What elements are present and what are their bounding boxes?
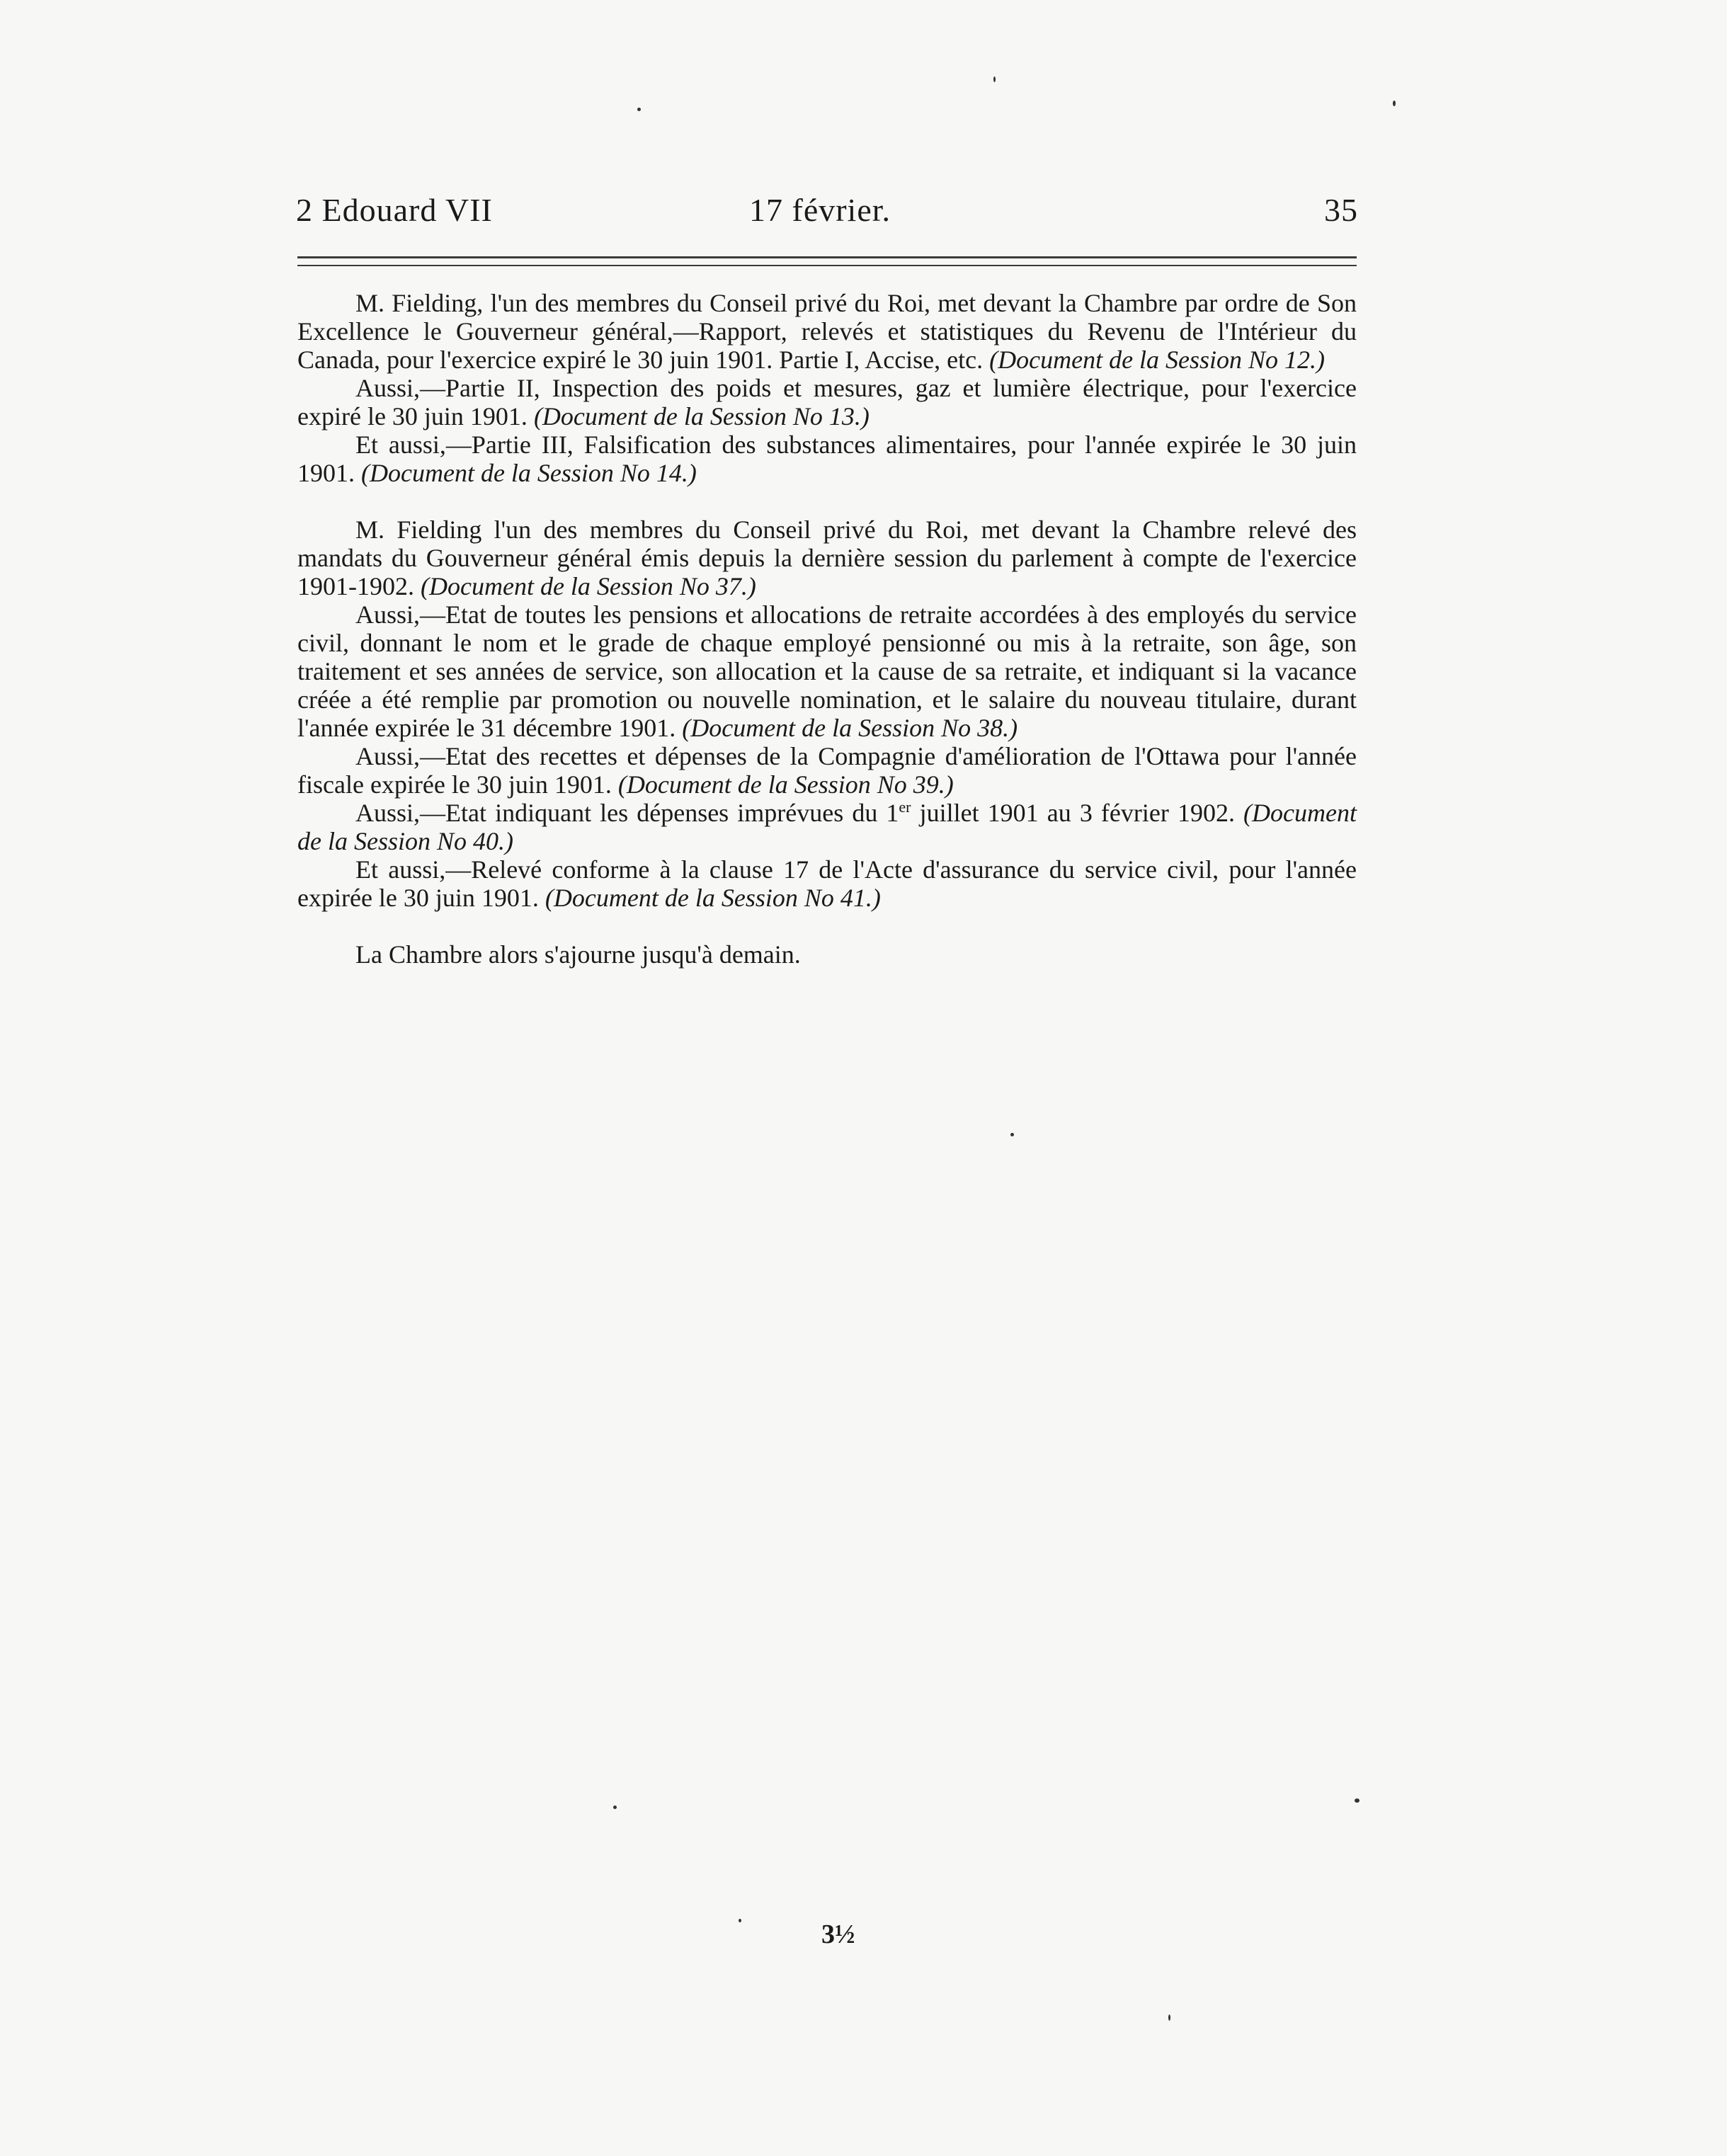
header-rule-bottom: [297, 265, 1357, 266]
running-header: [296, 191, 1358, 234]
scan-speck: [1393, 101, 1396, 106]
scan-speck: [993, 76, 996, 82]
header-reign: 2 Edouard VII: [296, 192, 493, 228]
paragraph-text: M. Fielding, l'un des membres du Conseil privé du Roi, met devant la Chambre par ordre de Son Excellence le Gouverneur général,—Rapport, relevés et statistiques du Revenu de l'Intérieur du Canada, pour l'exercice expiré le 30 juin 1901. Partie I, Accise, etc.: [297, 289, 1357, 374]
paragraph-text: Aussi,—Etat de toutes les pensions et allocations de retraite accordées à des employés du service civil, donnant le nom et le grade de chaque employé pensionné ou mis à la retraite, son âge, son traitement et ses années de service, son allocation et la cause de sa retraite, et indiquant si la vacance créée a été remplie par promotion ou nouvelle nomination, et le salaire du nouveau titulaire, durant l'année expirée le 31 décembre 1901.: [297, 600, 1357, 742]
paragraph-text: Et aussi,—Partie III, Falsification des substances alimentaires, pour l'année expirée le 30 juin 1901.: [297, 430, 1357, 487]
document-reference: (Document de la Session No 12.): [989, 346, 1326, 374]
header-rule-top: [297, 256, 1357, 258]
document-reference: (Document de la Session No 40.): [297, 799, 1357, 855]
page-number: 35: [1324, 192, 1358, 228]
paragraph-8: [297, 855, 1357, 912]
paragraph-text: juillet 1901 au 3 février 1902.: [911, 799, 1235, 827]
scan-speck: [1168, 2014, 1170, 2021]
document-reference: (Document de la Session No 37.): [421, 572, 756, 600]
scan-speck: [1355, 1798, 1360, 1803]
scan-speck: [739, 1919, 741, 1922]
document-reference: (Document de la Session No 41.): [545, 884, 881, 912]
paragraph-3: [297, 430, 1357, 487]
paragraph-7: [297, 799, 1357, 855]
signature-mark: 3½: [821, 1920, 855, 1949]
paragraph-6: [297, 742, 1357, 799]
paragraph-adjournment: [297, 940, 1357, 969]
ordinal-superscript: er: [899, 798, 911, 816]
paragraph-text: M. Fielding l'un des membres du Conseil privé du Roi, met devant la Chambre relevé des mandats du Gouverneur général émis depuis la dernière session du parlement à compte de l'exercice 1901-1902.: [297, 515, 1357, 600]
paragraph-text: La Chambre alors s'ajourne jusqu'à demain.: [355, 940, 801, 969]
paragraph-5: [297, 600, 1357, 742]
paragraph-4: [297, 515, 1357, 600]
header-date: 17 février.: [749, 192, 891, 228]
document-reference: (Document de la Session No 14.): [361, 459, 697, 487]
scan-speck: [637, 108, 641, 111]
scan-speck: [1010, 1133, 1014, 1136]
document-reference: (Document de la Session No 38.): [682, 714, 1018, 742]
paragraph-text: Aussi,—Partie II, Inspection des poids et mesures, gaz et lumière électrique, pour l'exercice expiré le 30 juin 1901.: [297, 374, 1357, 430]
document-reference: (Document de la Session No 39.): [617, 770, 954, 799]
paragraph-2: [297, 374, 1357, 430]
paragraph-1: [297, 289, 1357, 374]
document-reference: (Document de la Session No 13.): [533, 402, 870, 430]
paragraph-text: Aussi,—Etat des recettes et dépenses de la Compagnie d'amélioration de l'Ottawa pour l'année fiscale expirée le 30 juin 1901.: [297, 742, 1357, 799]
paragraph-text: Et aussi,—Relevé conforme à la clause 17 de l'Acte d'assurance du service civil, pour l'année expirée le 30 juin 1901.: [297, 855, 1357, 912]
journal-text: [297, 289, 1357, 969]
paragraph-text: Aussi,—Etat indiquant les dépenses imprévues du 1: [355, 799, 899, 827]
scan-speck: [613, 1806, 617, 1809]
